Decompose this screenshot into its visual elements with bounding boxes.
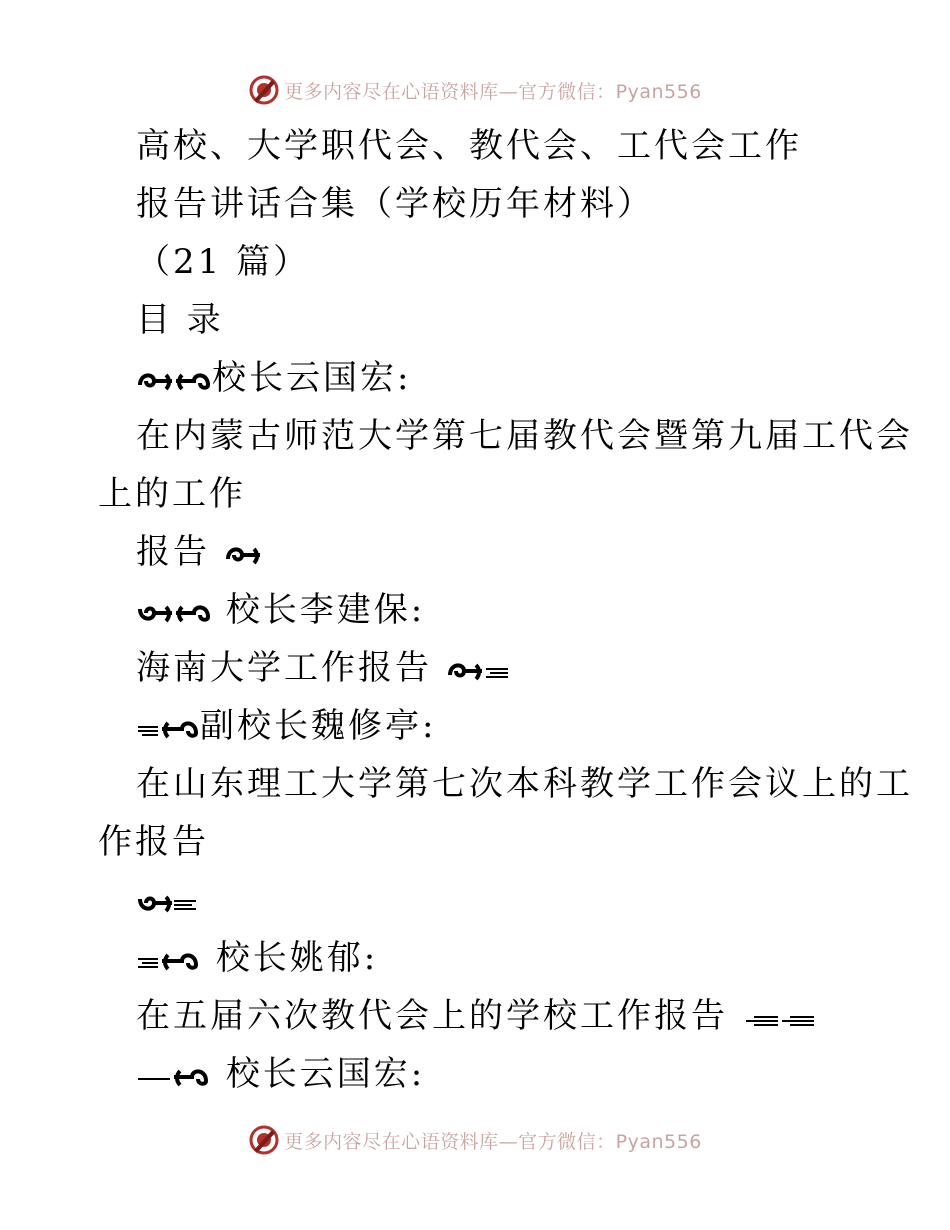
scroll-ornament-icon: [136, 945, 202, 975]
banner-text: 更多内容尽在心语资料库—官方微信：Pyan556: [284, 80, 702, 103]
toc-entry-1-author: 校长云国宏:: [136, 358, 411, 398]
toc-entry-4-title: 在五届六次教代会上的学校工作报告: [136, 996, 818, 1036]
scroll-ornament-icon: [224, 539, 264, 569]
scroll-ornament-icon: [136, 887, 198, 917]
scroll-ornament-icon: [136, 597, 212, 627]
document-title-line-2: 报告讲话合集（学校历年材料）: [136, 184, 654, 224]
toc-entry-1-title-cont: 上的工作: [98, 474, 246, 514]
toc-entry-3-title: 在山东理工大学第七次本科教学工作会议上的工: [136, 764, 913, 804]
pen-seal-logo-icon: [248, 1124, 280, 1156]
toc-entry-1-title-end: 报告: [136, 532, 264, 572]
toc-heading: 目 录: [136, 300, 224, 340]
header-banner: [0, 70, 950, 110]
toc-entry-3-author: 副校长魏修亭:: [136, 706, 436, 746]
pen-seal-logo-icon: [248, 74, 280, 106]
toc-entry-5-author: 校长云国宏:: [136, 1054, 425, 1094]
toc-entry-4-author: 校长姚郁:: [136, 938, 378, 978]
toc-entry-1-title: 在内蒙古师范大学第七届教代会暨第九届工代会: [136, 416, 913, 456]
scroll-ornament-icon: [136, 1061, 212, 1091]
toc-entry-3-title-cont: 作报告: [98, 822, 209, 862]
line-ornament-icon: [742, 1003, 818, 1033]
toc-entry-3-end: [136, 880, 198, 920]
toc-entry-2-author: 校长李建保:: [136, 590, 425, 630]
toc-entry-2-title: 海南大学工作报告: [136, 648, 512, 688]
footer-banner: [0, 1120, 950, 1160]
scroll-ornament-icon: [136, 713, 200, 743]
scroll-ornament-icon: [446, 655, 512, 685]
banner-text: 更多内容尽在心语资料库—官方微信：Pyan556: [284, 1130, 702, 1153]
document-count: （21 篇）: [136, 242, 311, 282]
scroll-ornament-icon: [136, 365, 212, 395]
document-title-line-1: 高校、大学职代会、教代会、工代会工作: [136, 126, 802, 166]
